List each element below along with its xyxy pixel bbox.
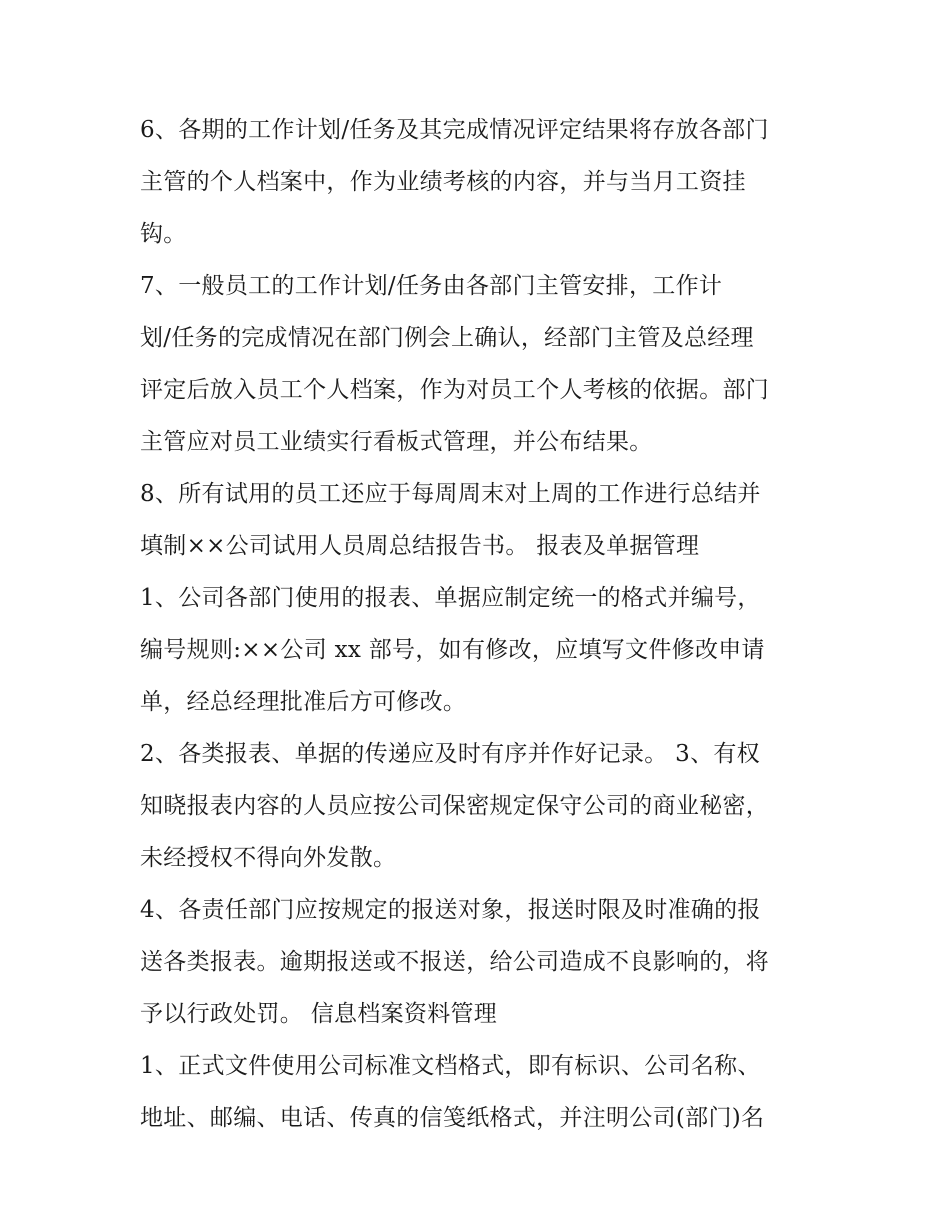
document-body bbox=[140, 104, 820, 1144]
text-line: 4、各责任部门应按规定的报送对象，报送时限及时准确的报 bbox=[140, 897, 761, 923]
text-line: 未经授权不得向外发散。 bbox=[140, 845, 397, 871]
text-line: 予以行政处罚。 信息档案资料管理 bbox=[140, 1001, 498, 1027]
text-line: 单，经总经理批准后方可修改。 bbox=[140, 689, 467, 715]
text-line: 6、各期的工作计划/任务及其完成情况评定结果将存放各部门 bbox=[140, 117, 769, 143]
text-line: 地址、邮编、电话、传真的信笺纸格式，并注明公司(部门)名 bbox=[140, 1105, 765, 1131]
text-line: 8、所有试用的员工还应于每周周末对上周的工作进行总结并 bbox=[140, 481, 761, 507]
text-line: 填制××公司试用人员周总结报告书。 报表及单据管理 bbox=[140, 533, 700, 559]
text-line: 钩。 bbox=[140, 221, 187, 247]
text-line: 1、正式文件使用公司标准文档格式，即有标识、公司名称、 bbox=[140, 1053, 761, 1079]
text-line: 1、公司各部门使用的报表、单据应制定统一的格式并编号， bbox=[140, 585, 761, 611]
text-line: 送各类报表。逾期报送或不报送，给公司造成不良影响的，将 bbox=[140, 949, 770, 975]
text-line: 主管应对员工业绩实行看板式管理，并公布结果。 bbox=[140, 429, 653, 455]
text-line: 2、各类报表、单据的传递应及时有序并作好记录。 3、有权 bbox=[140, 741, 760, 767]
text-line: 划/任务的完成情况在部门例会上确认，经部门主管及总经理 bbox=[140, 325, 754, 351]
text-line: 7、一般员工的工作计划/任务由各部门主管安排，工作计 bbox=[140, 273, 723, 299]
text-line: 编号规则:××公司 xx 部号，如有修改，应填写文件修改申请 bbox=[140, 637, 765, 663]
text-line: 评定后放入员工个人档案，作为对员工个人考核的依据。部门 bbox=[140, 377, 770, 403]
text-line: 知晓报表内容的人员应按公司保密规定保守公司的商业秘密， bbox=[140, 793, 770, 819]
text-line: 主管的个人档案中，作为业绩考核的内容，并与当月工资挂 bbox=[140, 169, 746, 195]
